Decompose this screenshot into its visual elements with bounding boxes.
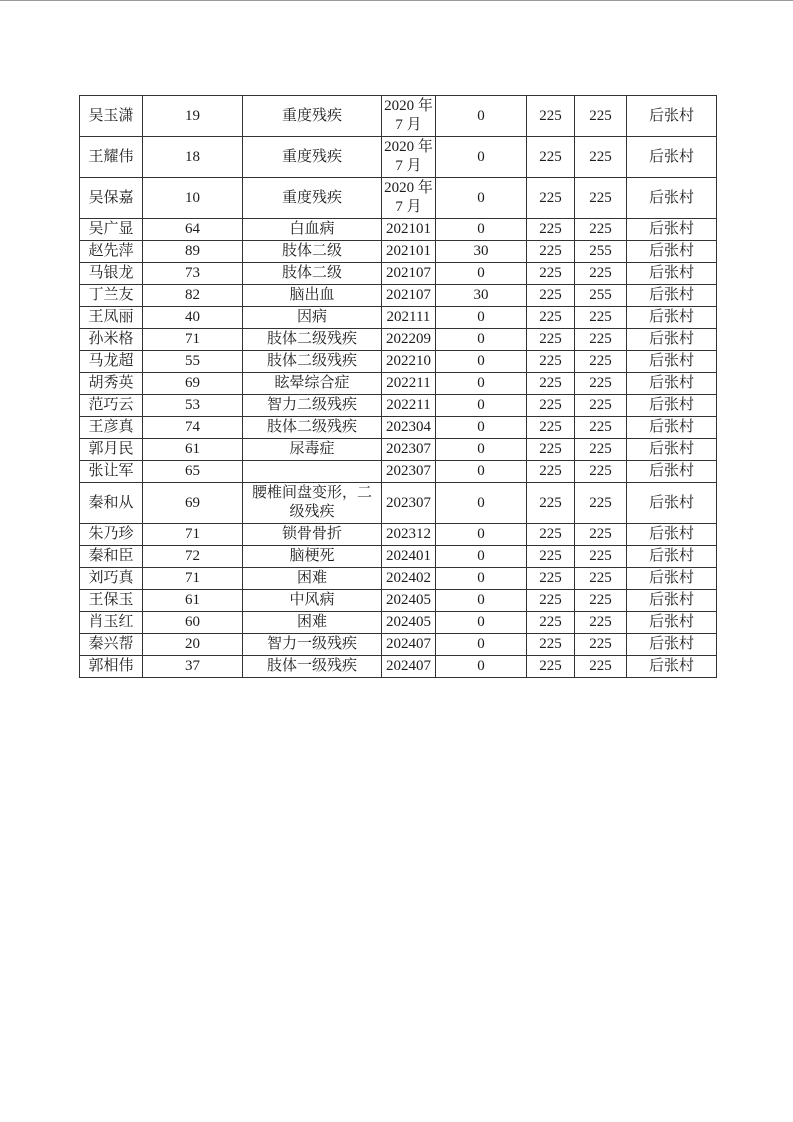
cell-village: 后张村 xyxy=(627,307,717,329)
table-row xyxy=(80,219,717,241)
cell-amount-2: 225 xyxy=(527,96,575,137)
cell-village: 后张村 xyxy=(627,263,717,285)
cell-village: 后张村 xyxy=(627,590,717,612)
cell-condition: 腰椎间盘变形，二级残疾 xyxy=(243,483,382,524)
cell-amount-2: 225 xyxy=(527,307,575,329)
cell-condition: 智力一级残疾 xyxy=(243,634,382,656)
cell-amount-2: 225 xyxy=(527,590,575,612)
cell-date: 202312 xyxy=(382,524,436,546)
cell-amount-1: 0 xyxy=(436,329,527,351)
cell-village: 后张村 xyxy=(627,373,717,395)
cell-condition: 肢体二级 xyxy=(243,263,382,285)
cell-condition: 困难 xyxy=(243,612,382,634)
cell-amount-3: 225 xyxy=(575,178,627,219)
cell-name: 王耀伟 xyxy=(80,137,143,178)
cell-amount-2: 225 xyxy=(527,351,575,373)
cell-condition: 重度残疾 xyxy=(243,137,382,178)
cell-date: 202107 xyxy=(382,285,436,307)
cell-condition: 锁骨骨折 xyxy=(243,524,382,546)
table-row xyxy=(80,590,717,612)
cell-amount-1: 0 xyxy=(436,395,527,417)
cell-name: 秦兴帮 xyxy=(80,634,143,656)
cell-village: 后张村 xyxy=(627,634,717,656)
table-row xyxy=(80,351,717,373)
cell-condition: 白血病 xyxy=(243,219,382,241)
cell-amount-2: 225 xyxy=(527,568,575,590)
cell-amount-1: 0 xyxy=(436,439,527,461)
cell-name: 郭相伟 xyxy=(80,656,143,678)
table-row xyxy=(80,612,717,634)
cell-age: 55 xyxy=(143,351,243,373)
cell-amount-3: 225 xyxy=(575,590,627,612)
cell-condition: 智力二级残疾 xyxy=(243,395,382,417)
cell-condition: 眩晕综合症 xyxy=(243,373,382,395)
table-row xyxy=(80,417,717,439)
cell-name: 胡秀英 xyxy=(80,373,143,395)
cell-amount-2: 225 xyxy=(527,634,575,656)
cell-amount-3: 255 xyxy=(575,241,627,263)
cell-name: 朱乃珍 xyxy=(80,524,143,546)
cell-condition: 重度残疾 xyxy=(243,178,382,219)
cell-amount-3: 225 xyxy=(575,439,627,461)
cell-name: 秦和从 xyxy=(80,483,143,524)
cell-amount-3: 225 xyxy=(575,137,627,178)
cell-amount-2: 225 xyxy=(527,483,575,524)
table-row xyxy=(80,96,717,137)
cell-name: 吴广显 xyxy=(80,219,143,241)
cell-age: 60 xyxy=(143,612,243,634)
cell-name: 张让军 xyxy=(80,461,143,483)
cell-name: 范巧云 xyxy=(80,395,143,417)
cell-age: 73 xyxy=(143,263,243,285)
cell-condition xyxy=(243,461,382,483)
table-row xyxy=(80,137,717,178)
cell-amount-3: 225 xyxy=(575,395,627,417)
cell-date: 2020 年 7 月 xyxy=(382,137,436,178)
table-row xyxy=(80,329,717,351)
cell-amount-3: 225 xyxy=(575,568,627,590)
cell-name: 王保玉 xyxy=(80,590,143,612)
cell-age: 74 xyxy=(143,417,243,439)
cell-amount-3: 225 xyxy=(575,373,627,395)
cell-age: 71 xyxy=(143,568,243,590)
cell-village: 后张村 xyxy=(627,524,717,546)
table-row xyxy=(80,656,717,678)
cell-village: 后张村 xyxy=(627,612,717,634)
cell-village: 后张村 xyxy=(627,483,717,524)
cell-date: 202407 xyxy=(382,634,436,656)
table-row xyxy=(80,568,717,590)
cell-village: 后张村 xyxy=(627,241,717,263)
table-row xyxy=(80,241,717,263)
cell-amount-1: 0 xyxy=(436,307,527,329)
cell-name: 秦和臣 xyxy=(80,546,143,568)
cell-village: 后张村 xyxy=(627,178,717,219)
cell-amount-1: 0 xyxy=(436,137,527,178)
cell-name: 孙米格 xyxy=(80,329,143,351)
cell-age: 69 xyxy=(143,483,243,524)
cell-age: 20 xyxy=(143,634,243,656)
cell-village: 后张村 xyxy=(627,351,717,373)
cell-amount-1: 0 xyxy=(436,461,527,483)
cell-amount-1: 0 xyxy=(436,263,527,285)
cell-date: 202304 xyxy=(382,417,436,439)
cell-village: 后张村 xyxy=(627,96,717,137)
cell-amount-3: 225 xyxy=(575,461,627,483)
cell-amount-2: 225 xyxy=(527,395,575,417)
cell-condition: 肢体一级残疾 xyxy=(243,656,382,678)
cell-amount-1: 0 xyxy=(436,96,527,137)
cell-amount-3: 225 xyxy=(575,524,627,546)
cell-age: 69 xyxy=(143,373,243,395)
cell-village: 后张村 xyxy=(627,329,717,351)
cell-amount-3: 225 xyxy=(575,417,627,439)
cell-amount-1: 0 xyxy=(436,373,527,395)
cell-amount-3: 225 xyxy=(575,546,627,568)
cell-name: 马银龙 xyxy=(80,263,143,285)
cell-village: 后张村 xyxy=(627,461,717,483)
table-row xyxy=(80,483,717,524)
cell-age: 10 xyxy=(143,178,243,219)
cell-date: 202101 xyxy=(382,219,436,241)
cell-amount-3: 225 xyxy=(575,219,627,241)
cell-name: 赵先萍 xyxy=(80,241,143,263)
cell-amount-2: 225 xyxy=(527,461,575,483)
cell-amount-1: 0 xyxy=(436,351,527,373)
cell-date: 2020 年 7 月 xyxy=(382,178,436,219)
cell-village: 后张村 xyxy=(627,219,717,241)
records-tbody xyxy=(80,96,717,678)
table-row xyxy=(80,373,717,395)
cell-condition: 尿毒症 xyxy=(243,439,382,461)
cell-name: 马龙超 xyxy=(80,351,143,373)
cell-village: 后张村 xyxy=(627,417,717,439)
cell-amount-2: 225 xyxy=(527,178,575,219)
cell-date: 202307 xyxy=(382,483,436,524)
cell-amount-1: 0 xyxy=(436,546,527,568)
cell-amount-2: 225 xyxy=(527,417,575,439)
cell-condition: 肢体二级残疾 xyxy=(243,417,382,439)
cell-age: 71 xyxy=(143,329,243,351)
cell-amount-1: 0 xyxy=(436,178,527,219)
page-top-edge-line xyxy=(0,0,793,1)
cell-condition: 因病 xyxy=(243,307,382,329)
cell-age: 19 xyxy=(143,96,243,137)
cell-name: 刘巧真 xyxy=(80,568,143,590)
cell-amount-2: 225 xyxy=(527,219,575,241)
cell-age: 65 xyxy=(143,461,243,483)
cell-amount-2: 225 xyxy=(527,263,575,285)
cell-amount-2: 225 xyxy=(527,241,575,263)
cell-amount-3: 225 xyxy=(575,96,627,137)
cell-amount-3: 225 xyxy=(575,483,627,524)
cell-date: 202210 xyxy=(382,351,436,373)
cell-date: 202405 xyxy=(382,612,436,634)
cell-village: 后张村 xyxy=(627,137,717,178)
table-row xyxy=(80,524,717,546)
cell-date: 202101 xyxy=(382,241,436,263)
cell-date: 202307 xyxy=(382,439,436,461)
table-row xyxy=(80,395,717,417)
cell-amount-1: 0 xyxy=(436,417,527,439)
cell-name: 丁兰友 xyxy=(80,285,143,307)
cell-date: 202111 xyxy=(382,307,436,329)
cell-amount-2: 225 xyxy=(527,329,575,351)
cell-amount-3: 225 xyxy=(575,656,627,678)
cell-age: 72 xyxy=(143,546,243,568)
cell-village: 后张村 xyxy=(627,656,717,678)
table-row xyxy=(80,263,717,285)
cell-date: 202211 xyxy=(382,395,436,417)
cell-amount-2: 225 xyxy=(527,656,575,678)
cell-condition: 脑梗死 xyxy=(243,546,382,568)
cell-date: 2020 年 7 月 xyxy=(382,96,436,137)
cell-name: 吴玉潇 xyxy=(80,96,143,137)
cell-age: 53 xyxy=(143,395,243,417)
cell-date: 202401 xyxy=(382,546,436,568)
cell-amount-2: 225 xyxy=(527,612,575,634)
table-row xyxy=(80,461,717,483)
cell-amount-1: 30 xyxy=(436,285,527,307)
cell-amount-2: 225 xyxy=(527,524,575,546)
cell-age: 89 xyxy=(143,241,243,263)
cell-age: 40 xyxy=(143,307,243,329)
cell-condition: 困难 xyxy=(243,568,382,590)
cell-date: 202407 xyxy=(382,656,436,678)
cell-amount-3: 225 xyxy=(575,612,627,634)
cell-amount-1: 0 xyxy=(436,568,527,590)
cell-date: 202405 xyxy=(382,590,436,612)
table-row xyxy=(80,178,717,219)
cell-age: 71 xyxy=(143,524,243,546)
cell-name: 王彦真 xyxy=(80,417,143,439)
cell-amount-1: 0 xyxy=(436,590,527,612)
cell-date: 202211 xyxy=(382,373,436,395)
cell-amount-2: 225 xyxy=(527,137,575,178)
cell-amount-3: 225 xyxy=(575,263,627,285)
cell-amount-1: 0 xyxy=(436,634,527,656)
cell-amount-1: 30 xyxy=(436,241,527,263)
cell-amount-3: 225 xyxy=(575,307,627,329)
table-row xyxy=(80,285,717,307)
cell-condition: 重度残疾 xyxy=(243,96,382,137)
cell-date: 202402 xyxy=(382,568,436,590)
cell-village: 后张村 xyxy=(627,285,717,307)
cell-village: 后张村 xyxy=(627,546,717,568)
table-row xyxy=(80,634,717,656)
cell-age: 82 xyxy=(143,285,243,307)
cell-amount-3: 225 xyxy=(575,329,627,351)
cell-age: 18 xyxy=(143,137,243,178)
cell-amount-2: 225 xyxy=(527,285,575,307)
cell-name: 王凤丽 xyxy=(80,307,143,329)
cell-condition: 肢体二级 xyxy=(243,241,382,263)
cell-condition: 中风病 xyxy=(243,590,382,612)
cell-village: 后张村 xyxy=(627,395,717,417)
cell-amount-1: 0 xyxy=(436,656,527,678)
cell-amount-2: 225 xyxy=(527,373,575,395)
cell-condition: 脑出血 xyxy=(243,285,382,307)
cell-date: 202307 xyxy=(382,461,436,483)
cell-village: 后张村 xyxy=(627,568,717,590)
cell-amount-1: 0 xyxy=(436,219,527,241)
cell-date: 202107 xyxy=(382,263,436,285)
records-table xyxy=(79,95,717,678)
cell-name: 郭月民 xyxy=(80,439,143,461)
cell-amount-1: 0 xyxy=(436,524,527,546)
cell-amount-3: 225 xyxy=(575,351,627,373)
cell-name: 肖玉红 xyxy=(80,612,143,634)
cell-condition: 肢体二级残疾 xyxy=(243,329,382,351)
cell-amount-1: 0 xyxy=(436,483,527,524)
cell-amount-1: 0 xyxy=(436,612,527,634)
cell-village: 后张村 xyxy=(627,439,717,461)
cell-age: 64 xyxy=(143,219,243,241)
cell-amount-3: 255 xyxy=(575,285,627,307)
cell-date: 202209 xyxy=(382,329,436,351)
cell-age: 37 xyxy=(143,656,243,678)
cell-age: 61 xyxy=(143,439,243,461)
cell-condition: 肢体二级残疾 xyxy=(243,351,382,373)
table-row xyxy=(80,307,717,329)
table-row xyxy=(80,546,717,568)
cell-amount-3: 225 xyxy=(575,634,627,656)
table-row xyxy=(80,439,717,461)
cell-age: 61 xyxy=(143,590,243,612)
cell-amount-2: 225 xyxy=(527,546,575,568)
cell-amount-2: 225 xyxy=(527,439,575,461)
cell-name: 吴保嘉 xyxy=(80,178,143,219)
